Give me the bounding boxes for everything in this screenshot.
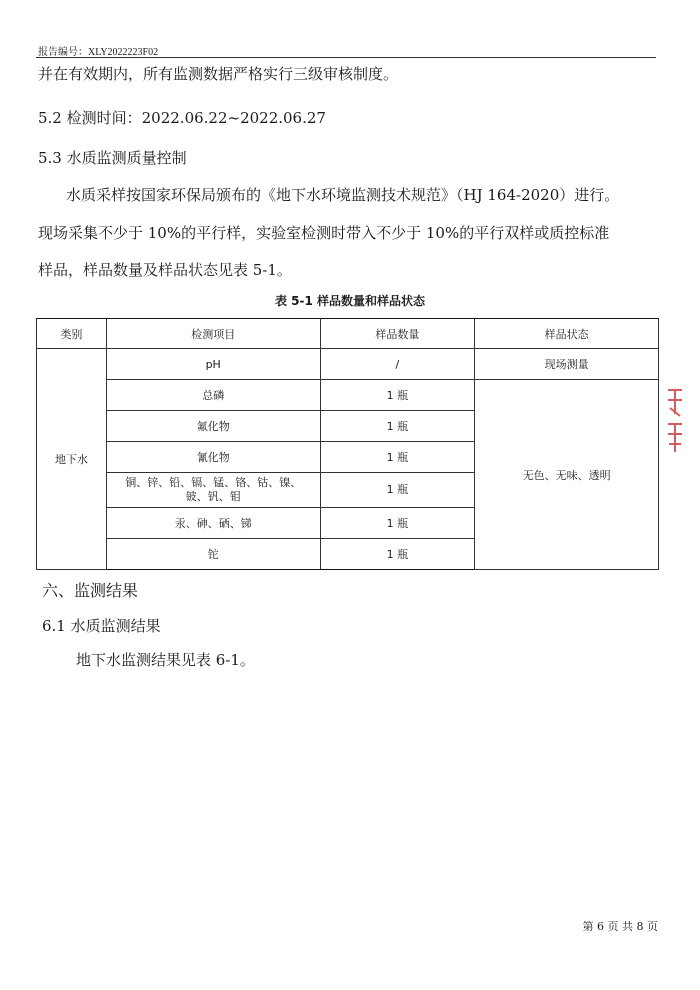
header-rule: [36, 57, 656, 58]
qty-cell: 1 瓶: [320, 380, 475, 411]
qty-cell: 1 瓶: [320, 442, 475, 473]
item-line-2: 铍、钒、钼: [185, 490, 241, 503]
section-6-1: 6.1 水质监测结果: [42, 617, 161, 635]
report-number: 报告编号：XLY2022223F02: [38, 47, 159, 58]
state-cell: 现场测量: [475, 349, 659, 380]
qty-cell: 1 瓶: [320, 539, 475, 570]
table-title: 表 5-1 样品数量和样品状态: [274, 294, 426, 308]
paragraph-continuation: 并在有效期内，所有监测数据严格实行三级审核制度。: [38, 65, 399, 83]
section-5-2: 5.2 检测时间：2022.06.22~2022.06.27: [38, 109, 326, 127]
item-cell: 汞、砷、硒、锑: [106, 508, 320, 539]
state-merged-cell: 无色、无味、透明: [475, 380, 659, 570]
paragraph-line-2: 现场采集不少于 10%的平行样，实验室检测时带入不少于 10%的平行双样或质控标准: [38, 224, 610, 242]
page-number: 第 6 页 共 8 页: [582, 920, 658, 933]
table-row: [37, 349, 659, 380]
qty-cell: 1 瓶: [320, 473, 475, 508]
header-qty: 样品数量: [320, 319, 475, 349]
item-cell: 氰化物: [106, 442, 320, 473]
paragraph-line-3: 样品，样品数量及样品状态见表 5-1。: [38, 261, 292, 279]
item-cell: 总磷: [106, 380, 320, 411]
qty-cell: 1 瓶: [320, 411, 475, 442]
table-row: [37, 380, 659, 411]
section-6-heading: 六、监测结果: [42, 581, 139, 600]
section-5-3-heading: 5.3 水质监测质量控制: [38, 149, 187, 167]
item-cell: 铊: [106, 539, 320, 570]
qty-cell: 1 瓶: [320, 508, 475, 539]
header-state: 样品状态: [475, 319, 659, 349]
category-cell: 地下水: [37, 349, 107, 570]
item-cell: 氟化物: [106, 411, 320, 442]
item-cell-multiline: [106, 473, 320, 508]
header-item: 检测项目: [106, 319, 320, 349]
seal-stamp-fragment: [664, 386, 686, 456]
item-cell: pH: [106, 349, 320, 380]
table-header-row: [37, 319, 659, 349]
header-category: 类别: [37, 319, 107, 349]
item-line-1: 铜、锌、铅、镉、锰、铬、钴、镍、: [125, 476, 302, 489]
section-6-paragraph: 地下水监测结果见表 6-1。: [76, 651, 255, 669]
qty-cell: /: [320, 349, 475, 380]
paragraph-line-1: 水质采样按国家环保局颁布的《地下水环境监测技术规范》（HJ 164-2020）进行。: [66, 186, 620, 204]
sample-table: [36, 318, 659, 570]
